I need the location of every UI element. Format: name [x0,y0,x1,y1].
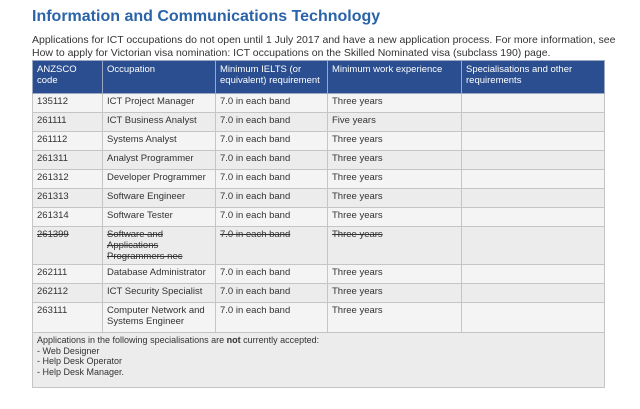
cell-occupation: Computer Network and Systems Engineer [103,303,216,333]
cell-experience: Three years [328,284,462,303]
table-row [33,94,605,113]
table-row [33,151,605,170]
table-row [33,208,605,227]
cell-ielts: 7.0 in each band [216,151,328,170]
header-specialisations: Specialisations and other requirements [462,61,605,94]
cell-ielts: 7.0 in each band [216,265,328,284]
cell-ielts: 7.0 in each band [216,227,328,265]
cell-code: 263111 [33,303,103,333]
cell-occupation: Developer Programmer [103,170,216,189]
table-row [33,265,605,284]
cell-code: 262112 [33,284,103,303]
table-note-row [33,333,605,388]
how-to-apply-link[interactable]: How to apply for Victorian visa nomination: ICT occupations on the Skilled Nominated visa (subclass 190) [32,46,522,59]
cell-occupation: Software Tester [103,208,216,227]
cell-other [462,284,605,303]
cell-code: 261312 [33,170,103,189]
cell-ielts: 7.0 in each band [216,170,328,189]
cell-ielts: 7.0 in each band [216,189,328,208]
cell-code: 261112 [33,132,103,151]
cell-experience: Three years [328,151,462,170]
cell-occupation: Software Engineer [103,189,216,208]
cell-other [462,208,605,227]
cell-other [462,227,605,265]
cell-code: 261399 [33,227,103,265]
cell-experience: Three years [328,208,462,227]
cell-code: 261314 [33,208,103,227]
note-item: - Help Desk Manager. [37,366,125,377]
cell-experience: Five years [328,113,462,132]
intro-paragraph [32,34,632,59]
note-item: - Web Designer [37,345,100,356]
cell-other [462,151,605,170]
table-header-row [33,61,605,94]
header-min-experience: Minimum work experience [328,61,462,94]
cell-ielts: 7.0 in each band [216,132,328,151]
header-anzsco-code: ANZSCO code [33,61,103,94]
cell-code: 261311 [33,151,103,170]
table-row [33,113,605,132]
cell-other [462,189,605,208]
cell-other [462,132,605,151]
intro-text-end: page. [521,46,551,59]
cell-occupation: ICT Business Analyst [103,113,216,132]
cell-ielts: 7.0 in each band [216,303,328,333]
cell-occupation: Analyst Programmer [103,151,216,170]
cell-code: 261313 [33,189,103,208]
header-min-ielts: Minimum IELTS (or equivalent) requirement [216,61,328,94]
cell-other [462,303,605,333]
intro-text: Applications for ICT occupations do not open until 1 July 2017 and have a new application process. For more information, see [32,34,616,46]
table-row [33,303,605,333]
note-item: - Help Desk Operator [37,356,123,366]
table-row [33,189,605,208]
cell-experience: Three years [328,227,462,265]
cell-ielts: 7.0 in each band [216,94,328,113]
cell-occupation: ICT Security Specialist [103,284,216,303]
cell-experience: Three years [328,170,462,189]
cell-ielts: 7.0 in each band [216,113,328,132]
cell-code: 135112 [33,94,103,113]
cell-occupation: Software and Applications Programmers nec [103,227,216,265]
cell-ielts: 7.0 in each band [216,208,328,227]
cell-code: 261111 [33,113,103,132]
cell-code: 262111 [33,265,103,284]
cell-other [462,265,605,284]
page-title: Information and Communications Technology [32,8,381,25]
table-row [33,132,605,151]
table-row-struck [33,227,605,265]
occupation-table [32,60,605,388]
table-row [33,170,605,189]
cell-experience: Three years [328,189,462,208]
table-row [33,284,605,303]
cell-other [462,113,605,132]
cell-experience: Three years [328,303,462,333]
cell-occupation: ICT Project Manager [103,94,216,113]
cell-ielts: 7.0 in each band [216,284,328,303]
note-lead: Applications in the following specialisations are not currently accepted: [37,335,320,345]
cell-other [462,94,605,113]
cell-occupation: Database Administrator [103,265,216,284]
cell-experience: Three years [328,132,462,151]
cell-experience: Three years [328,94,462,113]
cell-experience: Three years [328,265,462,284]
specialisations-note [33,333,605,388]
cell-occupation: Systems Analyst [103,132,216,151]
header-occupation: Occupation [103,61,216,94]
cell-other [462,170,605,189]
